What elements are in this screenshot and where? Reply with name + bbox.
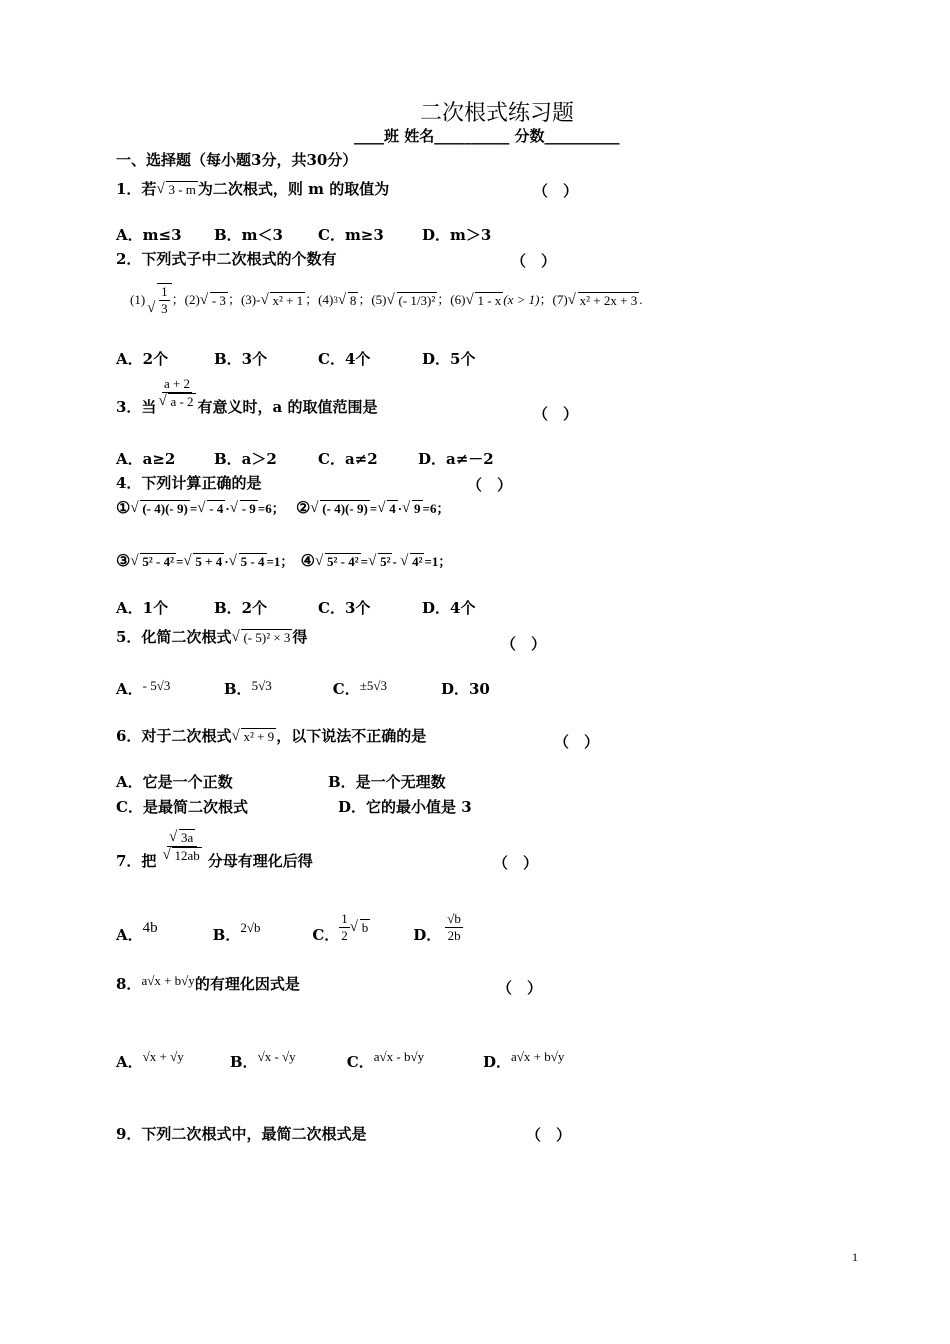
q2-item3: √ x² + 1	[260, 292, 305, 309]
q4-options: A．1个 B．2个 C．3个 D．4个	[116, 599, 476, 617]
q3-options: A．a≥2 B．a＞2 C．a≠2 D．a≠－2	[116, 450, 494, 468]
q4-answer-paren: （ ）	[467, 476, 513, 494]
q6-options-row1: A．它是一个正数 B．是一个无理数	[116, 773, 446, 791]
class-field: ____班	[354, 127, 400, 145]
q2-item7: √ x² + 2x + 3	[568, 292, 640, 309]
q1-options: A．m≤3 B．m＜3 C．m≥3 D．m＞3	[116, 226, 492, 244]
q6-options-row2: C．是最简二次根式 D．它的最小值是 3	[116, 798, 472, 816]
q3-answer-paren: （ ）	[533, 405, 579, 423]
q2-item6: √ 1 - x	[465, 292, 503, 309]
q8-answer-paren: （ ）	[497, 979, 543, 997]
q7-fraction: √ 3a √ 12ab	[160, 829, 203, 864]
question-9: 9．下列二次根式中，最简二次根式是	[116, 1125, 367, 1143]
q2-item1: √ $\frac{1}{3}$	[147, 283, 172, 317]
q2-expressions: (1) √ $\frac{1}{3}$ ；(2) √ - 3 ；(3)- √ x² + 1 ；(4) 3 √ 8 ；(5) √ (- 1/3)² ；(6) √ 1 - x (x > 1) ；(7) √ x² + 2x + 3 .	[130, 276, 642, 324]
q4-line2: ③√ 5² - 4² =√ 5 + 4 ·√ 5 - 4 =1； ④√ 5² - 4² =√ 5² - √ 4² =1；	[116, 553, 451, 570]
score-field: 分数__________	[514, 127, 620, 145]
q6-answer-paren: （ ）	[554, 733, 600, 751]
q2-options: A．2个 B．3个 C．4个 D．5个	[116, 350, 476, 368]
question-1: 1．若√ 3 - m 为二次根式，则 m 的取值为	[116, 180, 389, 198]
q2-answer-paren: （ ）	[511, 252, 557, 270]
q5-answer-paren: （ ）	[501, 635, 547, 653]
q8-options: A．√x + √y B．√x - √y C．a√x - b√y D．a√x + b√y	[116, 1049, 565, 1071]
q4-line1: ①√ (- 4)(- 9) =√ - 4 ·√ - 9 =6； ②√ (- 4)(- 9) =√ 4 ·√ 9 =6；	[116, 500, 449, 517]
page-number: 1	[852, 1250, 858, 1264]
header-line	[354, 127, 620, 145]
question-6: 6．对于二次根式√ x² + 9 ，以下说法不正确的是	[116, 727, 426, 745]
q2-item4: √ 8	[338, 292, 359, 309]
question-5: 5．化简二次根式√ (- 5)² × 3 得	[116, 628, 307, 646]
q2-item2: √ - 3	[200, 292, 228, 309]
q3-fraction: a + 2 √ a - 2	[156, 376, 197, 410]
page-title: 二次根式练习题	[420, 101, 575, 126]
q5-options: A．- 5√3 B．5√3 C．±5√3 D．30	[116, 678, 490, 698]
section-heading: 一、选择题（每小题3分，共30分）	[116, 151, 358, 169]
question-3: 3．当 a + 2 √ a - 2 有意义时，a 的取值范围是	[116, 370, 378, 416]
q1-radical: √ 3 - m	[156, 181, 197, 198]
q5-radical: √ (- 5)² × 3	[231, 629, 292, 646]
q1-answer-paren: （ ）	[533, 182, 579, 200]
question-8: 8．a√x + b√y的有理化因式是	[116, 973, 300, 993]
q2-item5: √ (- 1/3)²	[387, 292, 438, 309]
q9-answer-paren: （ ）	[526, 1126, 572, 1144]
q7-answer-paren: （ ）	[493, 854, 539, 872]
question-4: 4．下列计算正确的是	[116, 474, 262, 492]
q8-expression: a√x + b√y	[141, 973, 195, 988]
question-2: 2．下列式子中二次根式的个数有	[116, 250, 337, 268]
q6-radical: √ x² + 9	[231, 728, 276, 745]
name-field: 姓名__________	[404, 127, 510, 145]
q7-options: A． 4b B． 2√b C． $\frac{1}{2}$ √ b D． $\frac{√b}{2b}$	[116, 898, 463, 944]
question-7: 7．把 √ 3a √ 12ab 分母有理化后得	[116, 822, 313, 870]
